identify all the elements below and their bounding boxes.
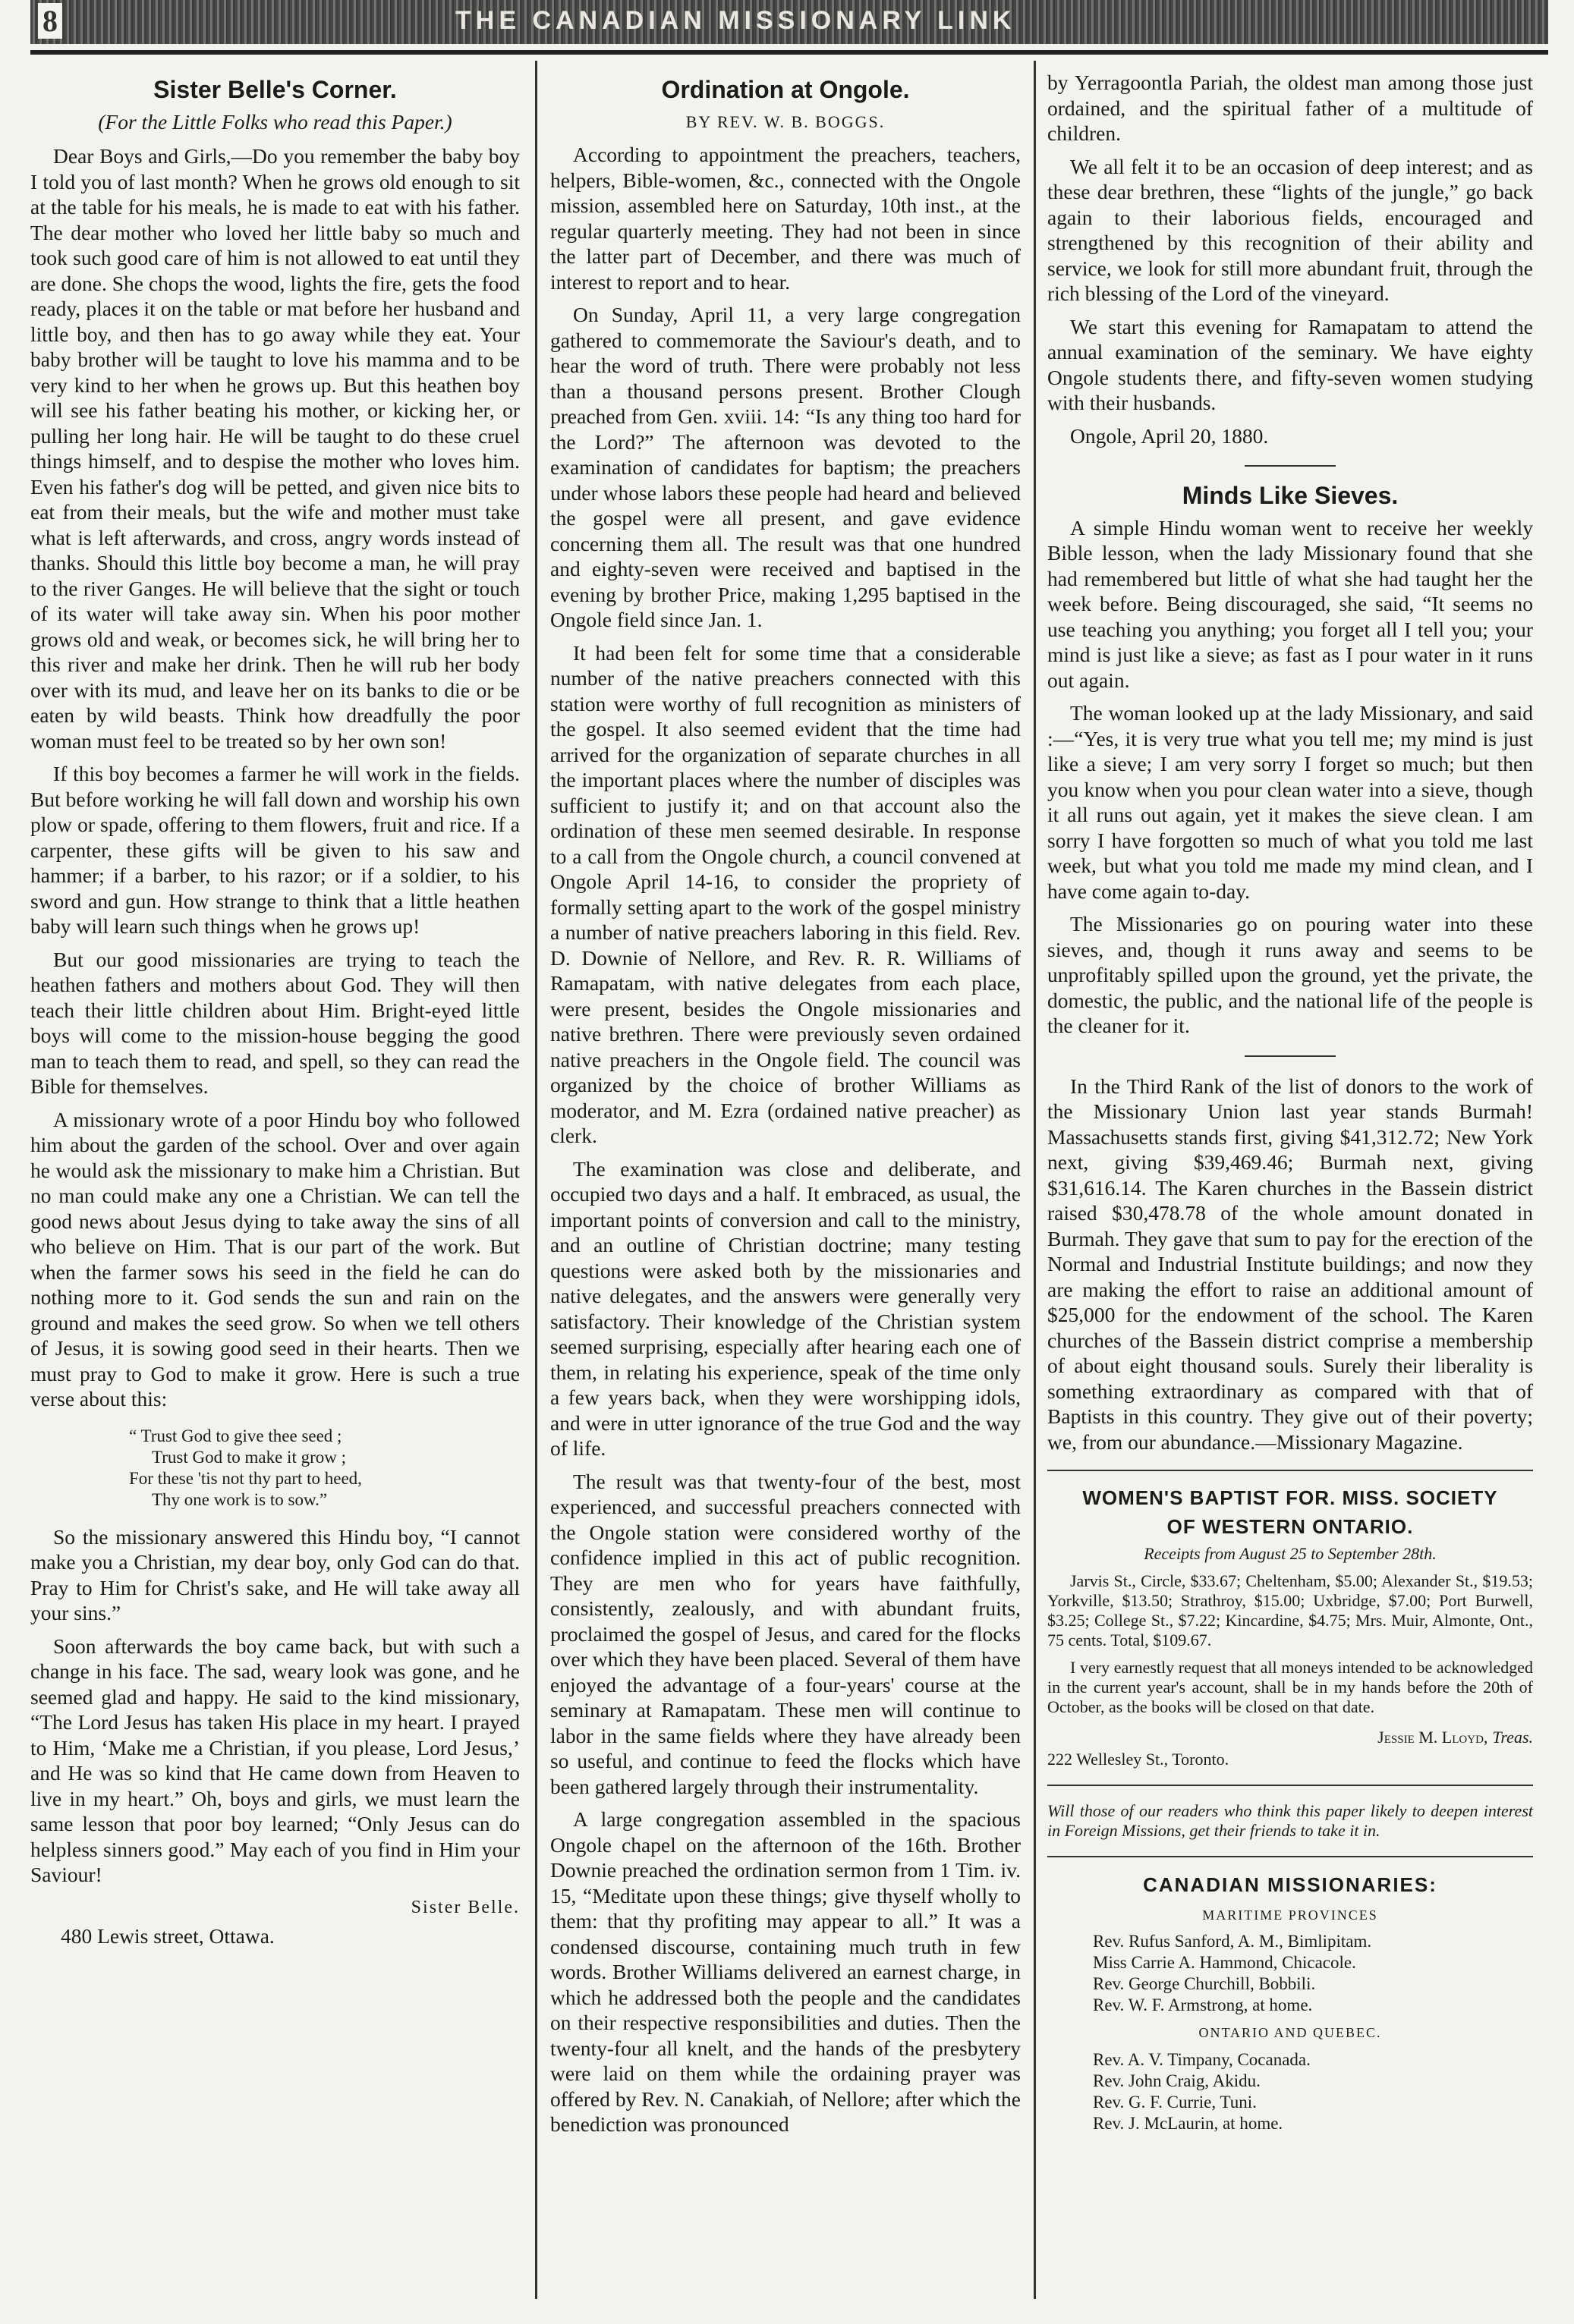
- address: 480 Lewis street, Ottawa.: [61, 1924, 275, 1948]
- poem-line: Thy one work is to sow.”: [152, 1489, 328, 1509]
- treasurer-title: Treas.: [1492, 1727, 1533, 1747]
- masthead: [30, 0, 1548, 44]
- dateline: Ongole, April 20, 1880.: [1070, 423, 1269, 448]
- divider: [1245, 1055, 1336, 1057]
- paragraph: On Sunday, April 11, a very large congregation gathered to commemorate the Saviour's death, and to hear the word of truth. There were probably not less than a thousand persons present. Brother Clough preached from Gen. xviii. 14: “Is any thing too hard for the Lord?” The afternoon was devoted to the examination of candidates for baptism; the preachers under whose labors these people had heard and believed the gospel were all present, and gave evidence concerning them all. The result was that one hundred and eighty-seven were received and baptised in the evening by brother Price, making 1,295 baptised in the Ongole field since Jan. 1.: [550, 303, 1021, 631]
- receipts-heading: Receipts from August 25 to September 28th.: [1144, 1544, 1437, 1563]
- list-item: Rev. G. F. Currie, Tuni.: [1093, 2092, 1257, 2112]
- list-item: Rev. Rufus Sanford, A. M., Bimlipitam.: [1093, 1932, 1372, 1951]
- signature: Sister Belle.: [411, 1897, 520, 1917]
- poem: [129, 1426, 520, 1511]
- paragraph: The examination was close and deliberate, and occupied two days and a half. It embraced, as usual, the important points of conversion and call to the ministry, and an outline of Christian doctrine; many testing questions were asked both by the missionaries and native delegates, and the answers were generally very satisfactory. Their knowledge of the Christian system seemed surprising, especially after hearing each one of them, in relating his experience, speak of the time only a few years back, when they were worshipping idols, and were in utter ignorance of the true God and the way of life.: [550, 1156, 1021, 1460]
- paragraph: But our good missionaries are trying to teach the heathen fathers and mothers about God. They will then teach their little children about Him. Bright-eyed little boys will come to the mission-house begging the good man to teach them to read, and spell, so they can read the Bible for themselves.: [30, 947, 520, 1098]
- receipts-list: Jarvis St., Circle, $33.67; Cheltenham, $5.00; Alexander St., $19.53; Yorkville, $13.50; Strathroy, $15.00; Uxbridge, $7.00; Port Burwell, $3.25; College St., $7.22; Kincardine, $4.75; Mrs. Muir, Almonte, Ont., 75 cents. Total, $109.67.: [1047, 1571, 1533, 1649]
- masthead-title: THE CANADIAN MISSIONARY LINK: [455, 6, 1016, 35]
- region-heading: ONTARIO AND QUEBEC.: [1198, 2025, 1382, 2040]
- treasurer-signature: [1047, 1725, 1533, 1750]
- column-divider-1: [535, 61, 537, 2299]
- paragraph: A missionary wrote of a poor Hindu boy who followed him about the garden of the school. Over and over again he would ask the missionary to make him a Christian. But no man could make any one a Christian. We can tell the good news about Jesus dying to take away the sins of all who believe on Him. That is our part of the work. But when the farmer sows his seed in the field he can do nothing more to it. God sends the sun and rain on the ground and makes the seed grow. So when we tell others of Jesus, it is sowing good seed in their hearts. Then we must pray to God to make it grow. Here is such a true verse about this:: [30, 1107, 520, 1410]
- paragraph-burmah: In the Third Rank of the list of donors to the work of the Missionary Union last year stands Burmah! Massachusetts stands first, giving $41,312.72; New York next, giving $39,469.46; Burmah next, giving $31,616.14. The Karen churches in the Bassein district raised $30,478.78 of the whole amount donated in Burmah. They gave that sum to pay for the erection of the Normal and Industrial Institute buildings; and now they are making the effort to raise an additional amount of $25,000 for the endowment of the school. The Karen churches of the Bassein district comprise a membership of about eight thousand souls. Surely their liberality is something extraordinary as compared with that of Baptists in this country. They give out of their poverty; we, from our abundance.—Missionary Magazine.: [1047, 1074, 1533, 1454]
- treasurer-address: 222 Wellesley St., Toronto.: [1047, 1750, 1229, 1769]
- paragraph: The Missionaries go on pouring water into these sieves, and, though it runs away and seems to be unprofitably spilled upon the ground, yet the private, the domestic, the public, and the national life of the people is the cleaner for it.: [1047, 912, 1533, 1037]
- missionary-list: [1093, 1931, 1533, 2016]
- paragraph: We all felt it to be an occasion of deep interest; and as these dear brethren, these “lights of the jungle,” go back again to their laborious fields, encouraged and strengthened by this recognition of their ability and service, we look for still more abundant fruit, through the rich blessing of the Lord of the vineyard.: [1047, 154, 1533, 305]
- article-heading-minds-like-sieves: Minds Like Sieves.: [1182, 482, 1399, 509]
- paragraph: A large congregation assembled in the spacious Ongole chapel on the afternoon of the 16th. Brother Downie preached the ordination sermon from 1 Tim. iv. 15, “Meditate upon these things; give thyself wholly to them: that thy profiting may appear to all.” It was a condensed discourse, containing much truth in few words. Brother Williams delivered an earnest charge, in which he addressed both the people and the candidates on their respective responsibilities and duties. Then the twenty-four all knelt, and the hands of the presbytery were laid on them while the ordaining prayer was offered by Rev. N. Canakiah, of Nellore; after which the benediction was pronounced: [550, 1807, 1021, 2136]
- column-sister-belle: [30, 70, 520, 1949]
- list-item: Rev. John Craig, Akidu.: [1093, 2071, 1261, 2090]
- region-heading: MARITIME PROVINCES: [1202, 1907, 1378, 1923]
- treasurer-name: Jessie M. Lloyd,: [1377, 1727, 1488, 1747]
- paragraph: Dear Boys and Girls,—Do you remember the baby boy I told you of last month? When he grows old enough to sit at the table for his meals, he is made to eat with his father. The dear mother who loved her little baby so much and took such good care of him is not allowed to eat until they are done. She chops the wood, lights the fire, gets the food ready, places it on the table or mat before her husband and little boy, and then has to go away while they eat. Your baby brother will be taught to love his mamma and to be very kind to her when he grows up. But this heathen boy will see his father beating his mother, or kicking her, or pulling her long hair. He will be taught to do these cruel things himself, and to despise the mother who loves him. Even his father's dog will be petted, and given nice bits to eat from their meals, but the wife and mother must take what is left afterwards, and cross, angry words instead of thanks. Should this little boy become a man, he will pray to the river Ganges. He will believe that the sight or touch of its water will take away sin. When his poor mother grows old and weak, or becomes sick, he will bring her to this river and make her drink. Then he will rub her body over with its mud, and leave her on its banks to die or be eaten by wild beasts. Think how dreadfully the poor woman must feel to be treated so by her own son!: [30, 144, 520, 753]
- list-item: Miss Carrie A. Hammond, Chicacole.: [1093, 1953, 1356, 1972]
- column-divider-2: [1034, 61, 1036, 2299]
- paragraph: It had been felt for some time that a considerable number of the native preachers connected with this station were worthy of full recognition as ministers of the gospel. It also seemed evident that the time had arrived for the organization of separate churches in all the important places where the number of disciples was sufficient to justify it; and on that account also the ordination of these men seemed desirable. In response to a call from the Ongole church, a council convened at Ongole April 14-16, to consider the propriety of formally setting apart to the work of the gospel ministry a number of native preachers laboring in this field. Rev. D. Downie of Nellore, and Rev. R. R. Williams of Ramapatam, with native delegates from each place, were present, besides the Ongole missionaries and native brethren. There were previously seven ordained native preachers in the Ongole field. The council was organized by the choice of brother Williams as moderator, and M. Ezra (ordained native preacher) as clerk.: [550, 640, 1021, 1147]
- poem-line: “ Trust God to give thee seed ;: [129, 1426, 342, 1445]
- list-item: Rev. George Churchill, Bobbili.: [1093, 1974, 1316, 1993]
- list-item: Rev. A. V. Timpany, Cocanada.: [1093, 2049, 1311, 2069]
- paragraph: by Yerragoontla Pariah, the oldest man among those just ordained, and the spiritual father of a multitude of children.: [1047, 71, 1533, 145]
- column-ordination: [550, 70, 1021, 2145]
- paragraph: We start this evening for Ramapatam to attend the annual examination of the seminary. We have eighty Ongole students there, and fifty-seven women studying with their husbands.: [1047, 314, 1533, 414]
- divider: [1047, 1785, 1533, 1786]
- article-heading-sister-belle: Sister Belle's Corner.: [153, 76, 397, 103]
- society-title: WOMEN'S BAPTIST FOR. MISS. SOCIETY: [1082, 1486, 1498, 1509]
- paragraph: Soon afterwards the boy came back, but with such a change in his face. The sad, weary look was gone, and he seemed glad and happy. He said to the kind missionary, “The Lord Jesus has taken His place in my heart. I prayed to Him, ‘Make me a Christian, if you please, Lord Jesus,’ and He was so kind that He came down from Heaven to live in my heart.” Oh, boys and girls, we must learn the same lesson that poor boy learned; “Only Jesus can do helpless sinners good.” May each of you find in Him your Saviour!: [30, 1634, 520, 1886]
- paragraph: The woman looked up at the lady Missionary, and said :—“Yes, it is very true what you tell me; my mind is just like a sieve; I am very sorry I forget so much; but then you know when you pour clean water into a sieve, though it all runs out again, yet it makes the sieve clean. I am sorry I have forgotten so much of what you told me last week, but what you told me made my mind clean, and I have come again to-day.: [1047, 701, 1533, 903]
- society-subtitle: OF WESTERN ONTARIO.: [1166, 1515, 1414, 1538]
- top-rule: [30, 50, 1548, 55]
- poem-line: For these 'tis not thy part to heed,: [129, 1468, 362, 1488]
- paragraph: So the missionary answered this Hindu boy, “I cannot make you a Christian, my dear boy, only God can do that. Pray to Him for Christ's sake, and He will take away all your sins.”: [30, 1524, 520, 1624]
- reader-appeal: Will those of our readers who think this paper likely to deepen interest in Foreign Missions, get their friends to take it in.: [1047, 1801, 1533, 1840]
- treasurer-request: I very earnestly request that all moneys intended to be acknowledged in the current year's account, shall be in my hands before the 20th of October, as the books will be closed on that date.: [1047, 1657, 1533, 1716]
- paragraph: If this boy becomes a farmer he will work in the fields. But before working he will fall down and worship his own plow or spade, offering to them flowers, fruit and rice. If a carpenter, these gifts will be given to his saw and hammer; if a barber, to his razor; or if a soldier, to his sword and gun. How strange to think that a little heathen baby will learn such things when he grows up!: [30, 762, 520, 938]
- divider: [1047, 1470, 1533, 1471]
- byline: BY REV. W. B. BOGGS.: [685, 112, 886, 131]
- divider: [1047, 1856, 1533, 1857]
- paragraph: A simple Hindu woman went to receive her weekly Bible lesson, when the lady Missionary found that she had remembered but little of what she had taught her the week before. Being discouraged, she said, “It seems no use teaching you anything; you forget all I tell you; your mind is just like a sieve; as fast as I pour water in it runs out again.: [1047, 515, 1533, 692]
- paragraph: The result was that twenty-four of the best, most experienced, and successful preachers connected with the Ongole station were considered worthy of the confidence implied in this act of public recognition. They are men who for years have faithfully, consistently, zealously, and with abundant fruits, proclaimed the gospel of Jesus, and cared for the flocks over which they have been placed. Several of them have enjoyed the advantage of a four-years' course at the seminary at Ramapatam. These men will continue to labor in the same fields where they have already been so useful, and continue to feed the flocks which have been gathered largely through their instrumentality.: [550, 1469, 1022, 1798]
- list-item: Rev. J. McLaurin, at home.: [1093, 2113, 1283, 2133]
- article-subtitle: (For the Little Folks who read this Paper.): [98, 109, 452, 134]
- canadian-missionaries-title: CANADIAN MISSIONARIES:: [1143, 1873, 1437, 1896]
- article-heading-ordination: Ordination at Ongole.: [661, 76, 910, 103]
- missionary-list: [1093, 2049, 1533, 2134]
- poem-line: Trust God to make it grow ;: [152, 1447, 346, 1467]
- page-number: 8: [38, 3, 62, 39]
- divider: [1245, 465, 1336, 467]
- paragraph: According to appointment the preachers, teachers, helpers, Bible-women, &c., connected with the Ongole mission, assembled here on Saturday, 10th inst., at the regular quarterly meeting. They had not been in since the latter part of December, and there was much of interest to report and to hear.: [550, 143, 1021, 294]
- list-item: Rev. W. F. Armstrong, at home.: [1093, 1995, 1313, 2014]
- column-right: [1047, 70, 1533, 2134]
